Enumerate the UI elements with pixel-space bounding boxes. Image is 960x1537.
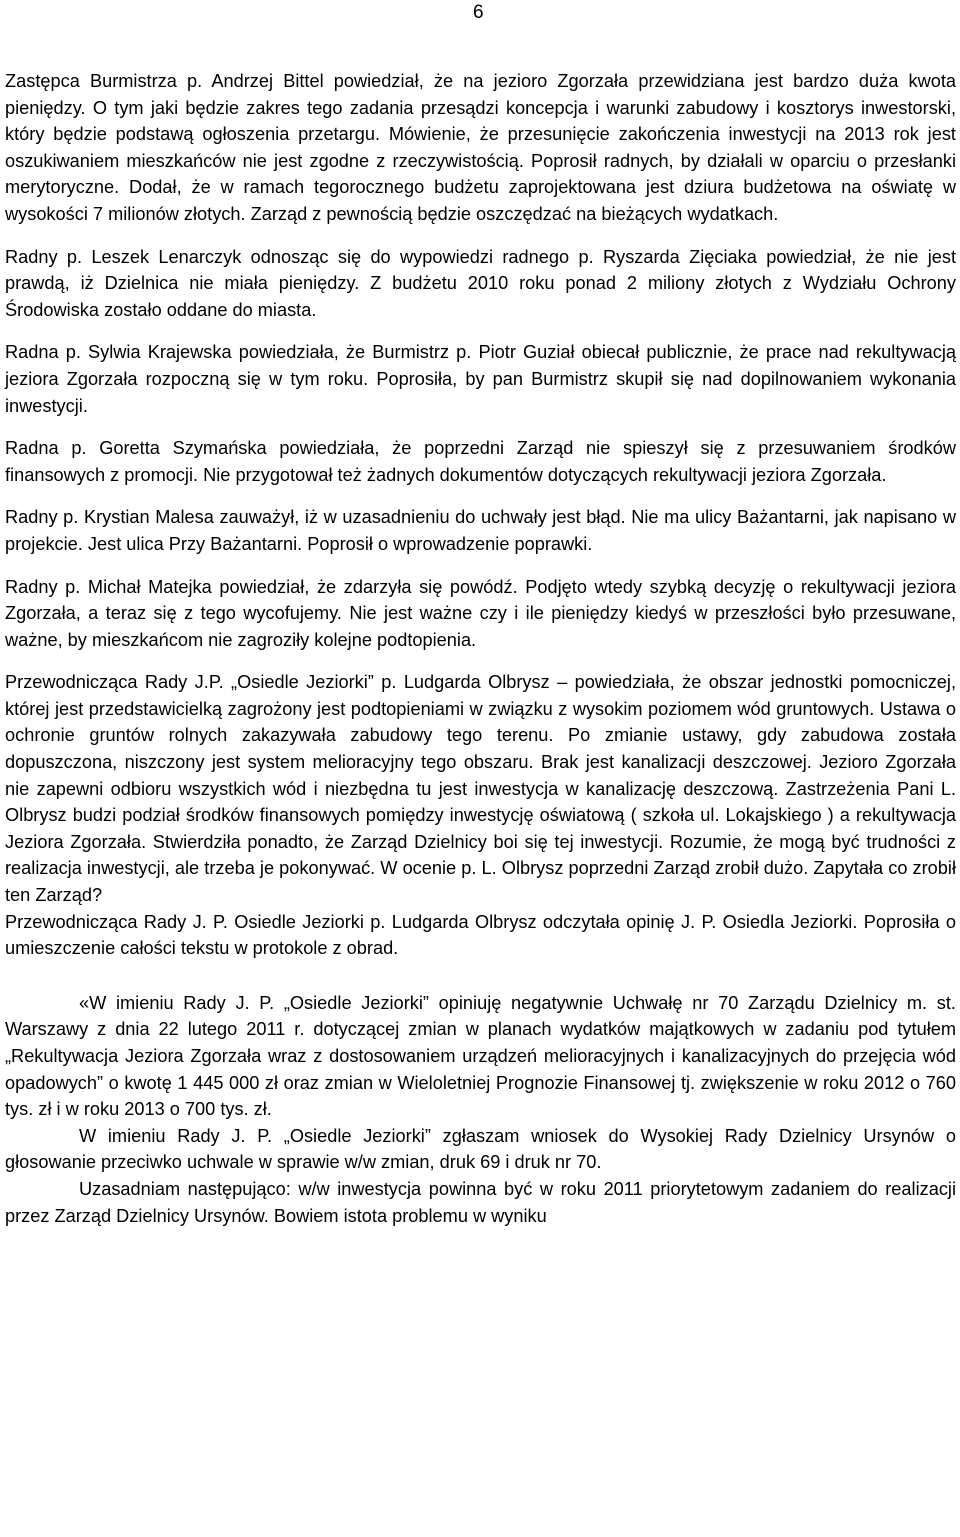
paragraph-olbrysz: Przewodnicząca Rady J.P. „Osiedle Jeziorki” p. Ludgarda Olbrysz – powiedziała, że obszar jednostki pomocniczej, której jest przedstawicielką zagrożony jest podtopieniami w związku z wysokim poziomem wód gruntowych. Ustawa o ochronie gruntów rolnych zakazywała zabudowy tego terenu. Po zmianie ustawy, gdy zabudowa została dopuszczona, niszczony jest system melioracyjny tego obszaru. Brak jest kanalizacji deszczowej. Jezioro Zgorzała nie zapewni odbioru wszystkich wód i niezbędna tu jest inwestycja w kanalizację deszczową. Zastrzeżenia Pani L. Olbrysz budzi podział środków finansowych pomiędzy inwestycję oświatową ( szkoła ul. Lokajskiego ) a rekultywacja Jeziora Zgorzała. Stwierdziła ponadto, że Zarząd Dzielnicy boi się tej inwestycji. Rozumie, że mogą być trudności z realizacja inwestycji, ale trzeba je pokonywać. W ocenie p. L. Olbrysz poprzedni Zarząd zrobił dużo. Zapytała co zrobił ten Zarząd? <box>5 672 956 906</box>
paragraph-matejka: Radny p. Michał Matejka powiedział, że zdarzyła się powódź. Podjęto wtedy szybką decyzję o rekultywacji jeziora Zgorzała, a teraz się z tego wycofujemy. Nie jest ważne czy i ile pieniędzy kiedyś w przeszłości było przesuwane, ważne, by mieszkańcom nie zagroziły kolejne podtopienia. <box>5 576 956 650</box>
paragraph-opinion-quote: «W imieniu Rady J. P. „Osiedle Jeziorki” opiniuję negatywnie Uchwałę nr 70 Zarządu Dzielnicy m. st. Warszawy z dnia 22 lutego 2011 r. dotyczącej zmian w planach wydatków majątkowych w zadaniu pod tytułem „Rekultywacja Jeziora Zgorzała wraz z dostosowaniem urządzeń melioracyjnych i kanalizacyjnych do przejęcia wód opadowych” o kwotę 1 445 000 zł oraz zmian w Wieloletniej Prognozie Finansowej tj. zwiększenie w roku 2012 o 760 tys. zł i w roku 2013 o 700 tys. zł. <box>5 992 956 1120</box>
paragraph-lenarczyk: Radny p. Leszek Lenarczyk odnosząc się do wypowiedzi radnego p. Ryszarda Zięciaka powiedział, że nie jest prawdą, iż Dzielnica nie miała pieniędzy. Z budżetu 2010 roku ponad 2 miliony złotych z Wydziału Ochrony Środowiska zostało oddane do miasta. <box>5 246 956 320</box>
paragraph-krajewska: Radna p. Sylwia Krajewska powiedziała, że Burmistrz p. Piotr Guział obiecał publicznie, że prace nad rekultywacją jeziora Zgorzała rozpoczną się w tym roku. Poprosiła, by pan Burmistrz skupił się nad dopilnowaniem wykonania inwestycji. <box>5 342 956 416</box>
page-number: 6 <box>473 2 484 23</box>
paragraph-szymanska: Radna p. Goretta Szymańska powiedziała, że poprzedni Zarząd nie spieszył się z przesuwaniem środków finansowych z promocji. Nie przygotował też żadnych dokumentów dotyczących rekultywacji jeziora Zgorzała. <box>5 438 956 485</box>
document-body <box>5 68 956 1229</box>
paragraph-malesa: Radny p. Krystian Malesa zauważył, iż w uzasadnieniu do uchwały jest błąd. Nie ma ulicy Bażantarni, jak napisano w projekcie. Jest ulica Przy Bażantarni. Poprosił o wprowadzenie poprawki. <box>5 507 956 554</box>
paragraph-deputy-mayor: Zastępca Burmistrza p. Andrzej Bittel powiedział, że na jezioro Zgorzała przewidziana jest bardzo duża kwota pieniędzy. O tym jaki będzie zakres tego zadania przesądzi koncepcja i warunki zabudowy i kosztorys inwestorski, który będzie podstawą ogłoszenia przetargu. Mówienie, że przesunięcie zakończenia inwestycji na 2013 rok jest oszukiwaniem mieszkańców nie jest zgodne z rzeczywistością. Poprosił radnych, by działali w oparciu o przesłanki merytoryczne. Dodał, że w ramach tegorocznego budżetu zaprojektowana jest dziura budżetowa na oświatę w wysokości 7 milionów złotych. Zarząd z pewnością będzie oszczędzać na bieżących wydatkach. <box>5 71 956 224</box>
paragraph-olbrysz-opinion: Przewodnicząca Rady J. P. Osiedle Jeziorki p. Ludgarda Olbrysz odczytała opinię J. P. Osiedla Jeziorki. Poprosiła o umieszczenie całości tekstu w protokole z obrad. <box>5 911 956 959</box>
paragraph-justification: Uzasadniam następująco: w/w inwestycja powinna być w roku 2011 priorytetowym zadaniem do realizacji przez Zarząd Dzielnicy Ursynów. Bowiem istota problemu w wyniku <box>5 1178 956 1226</box>
paragraph-motion: W imieniu Rady J. P. „Osiedle Jeziorki” zgłaszam wniosek do Wysokiej Rady Dzielnicy Ursynów o głosowanie przeciwko uchwale w sprawie w/w zmian, druk 69 i druk nr 70. <box>5 1125 956 1173</box>
